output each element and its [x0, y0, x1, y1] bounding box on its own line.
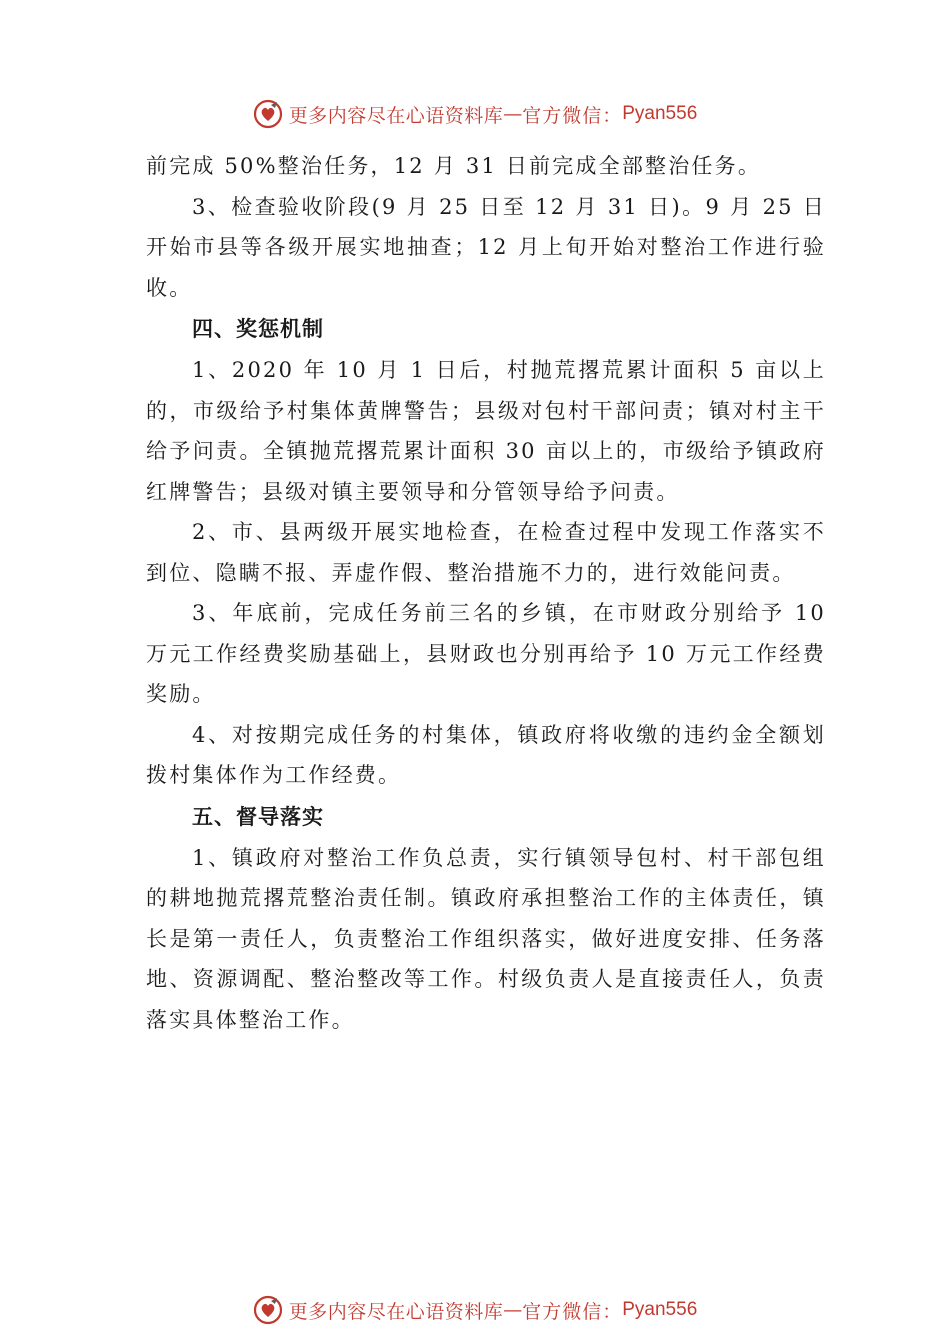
heart-pen-logo-icon	[253, 99, 283, 129]
paragraph-reward-1: 1、2020 年 10 月 1 日后，村抛荒撂荒累计面积 5 亩以上的，市级给予村集体黄牌警告；县级对包村干部问责；镇对村主干给予问责。全镇抛荒撂荒累计面积 30 亩以上的，市级给予镇政府红牌警告；县级对镇主要领导和分管领导给予问责。	[146, 358, 826, 504]
paragraph-reward-3: 3、年底前，完成任务前三名的乡镇，在市财政分别给予 10 万元工作经费奖励基础上，县财政也分别再给予 10 万元工作经费奖励。	[146, 601, 826, 706]
paragraph-continued: 前完成 50%整治任务，12 月 31 日前完成全部整治任务。	[146, 154, 762, 178]
banner-slogan: 更多内容尽在心语资料库	[288, 104, 504, 127]
banner-wechat-label: 官方微信：	[522, 1300, 623, 1323]
banner-wechat-account: Pyan556	[622, 103, 698, 124]
banner-slogan: 更多内容尽在心语资料库	[288, 1300, 504, 1323]
paragraph-inspection-stage: 3、检查验收阶段(9 月 25 日至 12 月 31 日)。9 月 25 日开始市县等各级开展实地抽查；12 月上旬开始对整治工作进行验收。	[146, 194, 826, 300]
banner-separator: —	[503, 103, 523, 125]
header-banner	[0, 94, 950, 134]
banner-wechat-label: 官方微信：	[522, 104, 623, 127]
banner-wechat-account: Pyan556	[622, 1299, 698, 1320]
section-heading-supervision: 五、督导落实	[192, 804, 324, 829]
paragraph-reward-4: 4、对按期完成任务的村集体，镇政府将收缴的违约金全额划拨村集体作为工作经费。	[146, 722, 826, 787]
heart-pen-logo-icon	[253, 1295, 283, 1325]
footer-banner	[0, 1290, 950, 1330]
banner-separator: —	[503, 1299, 523, 1321]
section-heading-rewards: 四、奖惩机制	[192, 317, 324, 341]
paragraph-reward-2: 2、市、县两级开展实地检查，在检查过程中发现工作落实不到位、隐瞒不报、弄虚作假、整治措施不力的，进行效能问责。	[146, 520, 826, 585]
document-body	[146, 146, 826, 1040]
paragraph-supervision-1: 1、镇政府对整治工作负总责，实行镇领导包村、村干部包组的耕地抛荒撂荒整治责任制。镇政府承担整治工作的主体责任，镇长是第一责任人，负责整治工作组织落实，做好进度安排、任务落地、资源调配、整治整改等工作。村级负责人是直接责任人，负责落实具体整治工作。	[146, 845, 826, 1032]
